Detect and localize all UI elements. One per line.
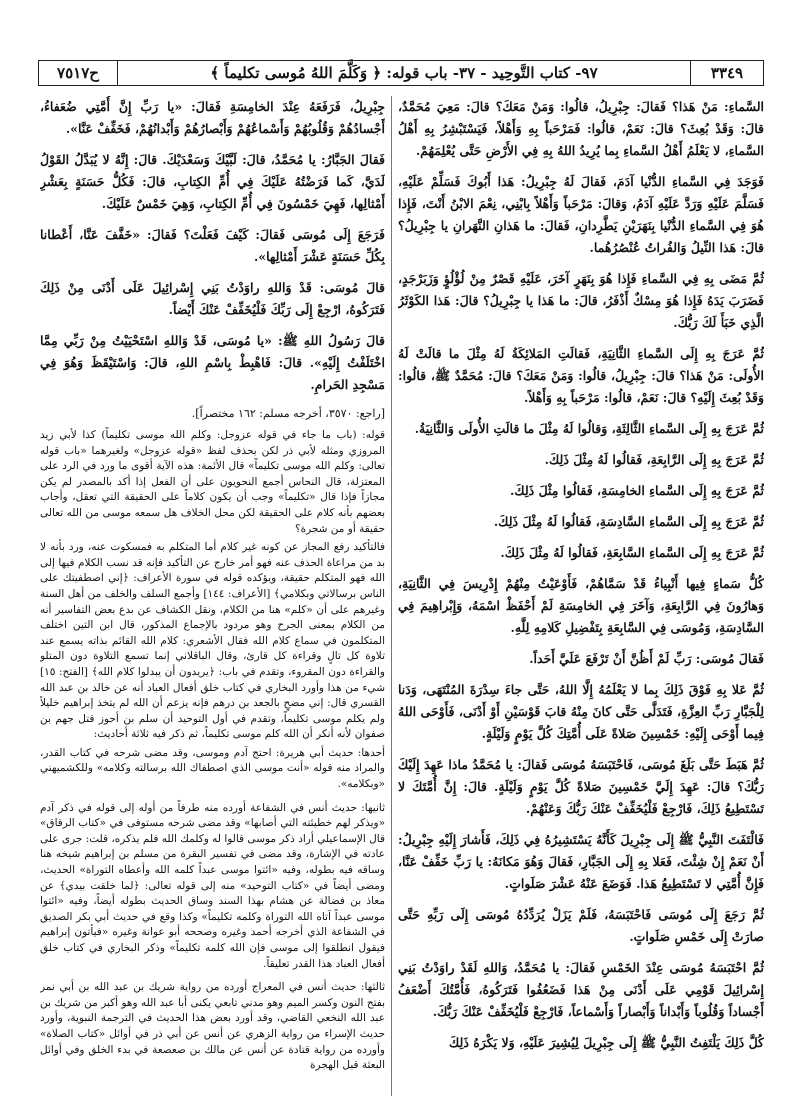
hadith-paragraph: ثُمَّ عَرَجَ بِهِ إِلَى السَّماءِ السَّادِسَةِ، فَقالُوا لَهُ مِثْلَ ذَلِكَ. — [493, 514, 764, 529]
hadith-paragraph: ثُمَّ عَرَجَ بِهِ إِلَى السَّماءِ الخامِسَةِ، فَقالُوا مِثْلَ ذَلِكَ. — [509, 483, 764, 498]
hadith-cross-reference: [راجع: ٣٥٧٠، أخرجه مسلم: ١٦٢ مختصراً]. — [191, 407, 385, 420]
hadith-paragraph: ثُمَّ هَبَطَ حَتَّى بَلَغَ مُوسَى، فَاحْتَبَسَهُ مُوسَى فَقالَ: يا مُحَمَّدُ ماذا عَهِدَ إِلَيْكَ رَبُّكَ؟ قالَ: عَهِدَ إِلَيَّ خَمْسِينَ صَلاةً كُلَّ يَوْمٍ وَلَيْلَةٍ. قالَ: إِنَّ أُمَّتَكَ لا تَسْتَطِيعُ ذَلِكَ، فَارْجِعْ فَلْيُخَفِّفْ عَنْكَ رَبُّكَ وَعَنْهُمْ. — [398, 757, 764, 816]
commentary-paragraph: فالتأكيد رفع المجاز عن كونه غير كلام أما المتكلم به فمسكوت عنه، ورد بأنه لا بد من مراعاة الحذف عنه فهو أمر خارج عن التأكيد فإنه قد نسب الكلام فيها إلى الله فهو المتكلم حقيقة، ويؤكده قوله في سورة الأعراف: ﴿إني اصطفيتك على الناس برسالاتي وبكلامي﴾ [الأعراف: ١٤٤] وأجمع السلف والخلف من أهل السنة وغيرهم على أن «كلم» هنا من الكلام، ونقل الكشاف عن بدع بعض التفاسير أنه من الكلام بمعنى الجرح وهو مردود بالإجماع المذكور، قال ابن التين اختلف المتكلمون في سماع كلام الله فقال الأشعري: كلام الله القائم بذاته يسمع عند تلاوة كل تالٍ وقراءة كل قارئ، وقال الباقلاني إنما تسمع التلاوة دون المتلو والقراءة دون المقروء، وتقدم في باب: ﴿يريدون أن يبدلوا كلام الله﴾ [الفتح: ١٥] شيء من هذا وأورد البخاري في كتاب خلق أفعال العباد أنه عن خالد بن عبد الله القسري قال: إني مضحٍ بالجعد بن درهم فإنه يزعم أن الله لم يتخذ إبراهيم خليلاً ولم يكلم موسى تكليماً، وتقدم في أول التوحيد أن سلم بن أحوز قتل جهم بن صفوان لأنه أنكر أن الله كلم موسى تكليماً، ثم ذكر فيه ثلاثة أحاديث: — [40, 541, 385, 741]
hadith-text-column — [398, 96, 764, 1106]
hadith-paragraph: فَوَجَدَ فِي السَّماءِ الدُّنْيا آدَمَ، فَقالَ لَهُ جِبْرِيلُ: هَذا أَبُوكَ فَسَلِّمْ عَلَيْهِ، فَسَلَّمَ عَلَيْهِ وَرَدَّ عَلَيْهِ آدَمُ، وَقالَ: مَرْحَباً وَأَهْلاً بِابْنِي، نِعْمَ الابْنُ أَنْتَ، فَإِذا هُوَ فِي السَّماءِ الدُّنْيا بِنَهَرَيْنِ يَطَّرِدانِ، فَقالَ: ما هَذانِ النَّهَرانِ يا جِبْرِيلُ؟ قالَ: هَذا النِّيلُ وَالفُراتُ عُنْصُرُهُما. — [398, 174, 764, 255]
hadith-paragraph: فَقالَ مُوسَى: رَبِّ لَمْ أَظُنَّ أَنْ تَرْفَعَ عَلَيَّ أَحَداً. — [529, 651, 764, 666]
hadith-paragraph: فَقالَ الجَبَّارُ: يا مُحَمَّدُ، قالَ: لَبَّيْكَ وَسَعْدَيْكَ. قالَ: إِنَّهُ لا يُبَدَّلُ القَوْلُ لَدَيَّ، كَما فَرَضْتُهُ عَلَيْكَ فِي أُمِّ الكِتابِ، قالَ: فَكُلُّ حَسَنَةٍ بِعَشْرِ أَمْثالِها، فَهِيَ خَمْسُونَ فِي أُمِّ الكِتابِ، وَهِيَ خَمْسٌ عَلَيْكَ. — [40, 152, 385, 211]
commentary-paragraph: ثالثها: حديث أنس في المعراج أورده من رواية شريك بن عبد الله بن أبي نمر بفتح النون وكسر الميم وهو مدني تابعي يكنى أبا عبد الله وهو أكبر من شريك بن عبد الله النخعي القاضي، وقد أورد بعض هذا الحديث في الترجمة النبوية، وأورد حديث الإسراء من رواية الزهري عن أنس عن أبي ذر في أوائل «كتاب الصلاة» وأورده من رواية قتادة عن أنس عن مالك بن صعصعة في بدء الخلق وفي أوائل البعثة قبل الهجرة — [40, 981, 385, 1072]
hadith-paragraph: ثُمَّ عَرَجَ بِهِ إِلَى السَّماءِ الثَّانِيَةِ، فَقالَتِ المَلائِكَةُ لَهُ مِثْلَ ما قالَتْ لَهُ الأُولَى: مَنْ هَذا؟ قالَ: جِبْرِيلُ، قالُوا: وَمَنْ مَعَكَ؟ قالَ: مُحَمَّدٌ ﷺ، قالُوا: وَقَدْ بُعِثَ إِلَيْهِ؟ قالَ: نَعَمْ، قالُوا: مَرْحَباً بِهِ وَأَهْلاً. — [398, 346, 764, 405]
hadith-paragraph: السَّماءِ: مَنْ هَذا؟ فَقالَ: جِبْرِيلُ، قالُوا: وَمَنْ مَعَكَ؟ قالَ: مَعِيَ مُحَمَّدٌ، قالَ: وَقَدْ بُعِثَ؟ قالَ: نَعَمْ، قالُوا: فَمَرْحَباً بِهِ وَأَهْلاً، فَيَسْتَبْشِرُ بِهِ أَهْلُ السَّماءِ، لا يَعْلَمُ أَهْلُ السَّماءِ بِما يُرِيدُ اللهُ بِهِ فِي الأَرْضِ حَتَّى يُعْلِمَهُمْ. — [398, 99, 764, 158]
commentary-paragraph: ثانيها: حديث أنس في الشفاعة أورده منه طرفاً من أوله إلى قوله في ذكر آدم «ويذكر لهم خطيئته التي أصابها» وقد مضى شرحه مستوفى في «كتاب الرقاق» قال الإسماعيلي أراد ذكر موسى قالوا له وكلمك الله فلم يذكره، قلت: جرى على عادته في الإشارة، وقد مضى في تفسير البقرة من مسلم بن إبراهيم شيخه هنا وساقه فيه بطوله، وفيه «ائتوا موسى عبداً كلمه الله وأعطاه التوراة» الحديث، ومضى أيضاً في «كتاب التوحيد» منه إلى قوله تعالى: ﴿لما خلقت بيدي﴾ عن معاذ بن فضالة عن هشام بهذا السند وساق الحديث بطوله أيضاً، وفيه «ائتوا موسى عبداً آتاه الله التوراة وكلمه تكليماً» وكذا وقع في حديث أبي بكر الصديق في الشفاعة الذي أخرجه أحمد وغيره وصححه أبو عوانة وغيره «فيأتون إبراهيم فيقول انطلقوا إلى موسى فإن الله كلمه تكليماً» وذكر البخاري في كتاب خلق أفعال العباد هذا القدر تعليقاً. — [40, 801, 385, 970]
hadith-reference: ح٧٥١٧ — [39, 61, 118, 85]
hadith-paragraph: جِبْرِيلُ، فَرَفَعَهُ عِنْدَ الخامِسَةِ فَقالَ: «يا رَبِّ إِنَّ أُمَّتِي ضُعَفاءُ، أَجْسادُهُمْ وَقُلُوبُهُمْ وَأَسْماعُهُمْ وَأَبْصارُهُمْ وَأَبْدانُهُمْ، فَخَفِّفْ عَنَّا». — [40, 99, 385, 136]
column-divider — [391, 96, 392, 1096]
hadith-paragraph: ثُمَّ عَلا بِهِ فَوْقَ ذَلِكَ بِما لا يَعْلَمُهُ إِلَّا اللهُ، حَتَّى جاءَ سِدْرَةَ المُنْتَهَى، وَدَنا لِلْجَبَّارِ رَبِّ العِزَّةِ، فَتَدَلَّى حَتَّى كانَ مِنْهُ قابَ قَوْسَيْنِ أَوْ أَدْنَى، فَأَوْحَى اللهُ فِيما أَوْحَى إِلَيْهِ: خَمْسِينَ صَلاةً عَلَى أُمَّتِكَ كُلَّ يَوْمٍ وَلَيْلَةٍ. — [398, 682, 764, 741]
page-number: ٣٣٤٩ — [690, 61, 763, 85]
hadith-paragraph: كُلُّ سَماءٍ فِيها أَنْبِياءُ قَدْ سَمَّاهُمْ، فَأَوْعَيْتُ مِنْهُمْ إِدْرِيسَ فِي الثَّانِيَةِ، وَهارُونَ فِي الرَّابِعَةِ، وَآخَرَ فِي الخامِسَةِ لَمْ أَحْفَظْ اسْمَهُ، وَإِبْراهِيمَ فِي السَّادِسَةِ، وَمُوسَى فِي السَّابِعَةِ بِتَفْضِيلِ كَلامِهِ لِلَّهِ. — [398, 576, 764, 635]
page-header — [38, 60, 764, 86]
running-title: ٩٧- كتاب التَّوحِيد - ٣٧- باب قوله: ﴿ وَكَلَّمَ اللهُ مُوسى تكليماً ﴾ — [210, 64, 598, 82]
hadith-paragraph: ثُمَّ عَرَجَ بِهِ إِلَى السَّماءِ الثَّالِثَةِ، وَقالُوا لَهُ مِثْلَ ما قالَتِ الأُولَى وَالثَّانِيَةُ. — [414, 421, 764, 436]
commentary-paragraph: قوله: (باب ما جاء في قوله عزوجل: وكلم الله موسى تكليماً) كذا لأبي زيد المروزي ومثله لأبي ذر لكن بحذف لفظ «قوله عزوجل» ولغيرهما «باب قوله تعالى: وكلم الله موسى تكليماً» قال الأئمة: هذه الآية أقوى ما ورد في الرد على المعتزلة، قال النحاس أجمع النحويون على أن الفعل إذا أكد بالمصدر لم يكن مجازاً فإذا قال «تكليماً» وجب أن يكون كلاماً على الحقيقة التي تعقل، وأجاب بعضهم بأنه كلام على الحقيقة لكن محل الخلاف هل سمعه موسى من الله تعالى حقيقة أو من شجرة؟ — [40, 429, 385, 535]
hadith-paragraph: فَرَجَعَ إِلَى مُوسَى فَقالَ: كَيْفَ فَعَلْتَ؟ فَقالَ: «خَفَّفَ عَنَّا، أَعْطانا بِكُلِّ حَسَنَةٍ عَشْرَ أَمْثالِها». — [40, 227, 385, 264]
hadith-paragraph: قالَ رَسُولُ اللهِ ﷺ: «يا مُوسَى، قَدْ وَاللهِ اسْتَحْيَيْتُ مِنْ رَبِّي مِمَّا اخْتَلَفْتُ إِلَيْهِ». قالَ: فَاهْبِطْ بِاسْمِ اللهِ، قالَ: وَاسْتَيْقَظَ وَهُوَ فِي مَسْجِدِ الحَرامِ. — [40, 333, 385, 392]
hadith-paragraph: ثُمَّ عَرَجَ بِهِ إِلَى السَّماءِ السَّابِعَةِ، فَقالُوا لَهُ مِثْلَ ذَلِكَ. — [500, 545, 764, 560]
hadith-paragraph: كُلَّ ذَلِكَ يَلْتَفِتُ النَّبِيُّ ﷺ إِلَى جِبْرِيلَ لِيُشِيرَ عَلَيْهِ، وَلا يَكْرَهُ ذَلِكَ — [449, 1035, 764, 1050]
hadith-paragraph: فَالْتَفَتَ النَّبِيُّ ﷺ إِلَى جِبْرِيلَ كَأَنَّهُ يَسْتَشِيرُهُ فِي ذَلِكَ، فَأَشارَ إِلَيْهِ جِبْرِيلُ: أَنْ نَعَمْ إِنْ شِئْتَ، فَعَلا بِهِ إِلَى الجَبَّارِ، فَقالَ وَهُوَ مَكانَهُ: يا رَبِّ خَفِّفْ عَنَّا، فَإِنَّ أُمَّتِي لا تَسْتَطِيعُ هَذا. فَوَضَعَ عَنْهُ عَشْرَ صَلَواتٍ. — [398, 832, 764, 891]
hadith-paragraph: ثُمَّ احْتَبَسَهُ مُوسَى عِنْدَ الخَمْسِ فَقالَ: يا مُحَمَّدُ، وَاللهِ لَقَدْ راوَدْتُ بَنِي إِسْرائِيلَ قَوْمِي عَلَى أَدْنَى مِنْ هَذا فَضَعُفُوا فَتَرَكُوهُ، فَأُمَّتُكَ أَضْعَفُ أَجْساداً وَقُلُوباً وَأَبْداناً وَأَبْصاراً وَأَسْماعاً، فَارْجِعْ فَلْيُخَفِّفْ عَنْكَ رَبُّكَ. — [398, 960, 764, 1019]
hadith-paragraph: قالَ مُوسَى: قَدْ وَاللهِ راوَدْتُ بَنِي إِسْرائِيلَ عَلَى أَدْنَى مِنْ ذَلِكَ فَتَرَكُوهُ، ارْجِعْ إِلَى رَبِّكَ فَلْيُخَفِّفْ عَنْكَ أَيْضاً. — [40, 280, 385, 317]
commentary-paragraph: أحدها: حديث أبي هريرة: احتج آدم وموسى، وقد مضى شرحه في كتاب القدر، والمراد منه قوله «أنت موسى الذي اصطفاك الله برسالته وكلامه» وللكشميهني «وبكلامه». — [40, 746, 385, 791]
hadith-paragraph: ثُمَّ مَضَى بِهِ فِي السَّماءِ فَإِذا هُوَ بِنَهَرٍ آخَرَ، عَلَيْهِ قَصْرٌ مِنْ لُؤْلُؤٍ وَزَبَرْجَدٍ، فَضَرَبَ يَدَهُ فَإِذا هُوَ مِسْكٌ أَذْفَرُ، قالَ: ما هَذا يا جِبْرِيلُ؟ قالَ: هَذا الكَوْثَرُ الَّذِي خَبَأَ لَكَ رَبُّكَ. — [398, 271, 764, 330]
hadith-paragraph: ثُمَّ رَجَعَ إِلَى مُوسَى فَاحْتَبَسَهُ، فَلَمْ يَزَلْ يُرَدِّدُهُ مُوسَى إِلَى رَبِّهِ حَتَّى صارَتْ إِلَى خَمْسِ صَلَواتٍ. — [398, 907, 764, 944]
hadith-paragraph: ثُمَّ عَرَجَ بِهِ إِلَى الرَّابِعَةِ، فَقالُوا لَهُ مِثْلَ ذَلِكَ. — [544, 452, 764, 467]
commentary-column — [40, 96, 385, 1106]
